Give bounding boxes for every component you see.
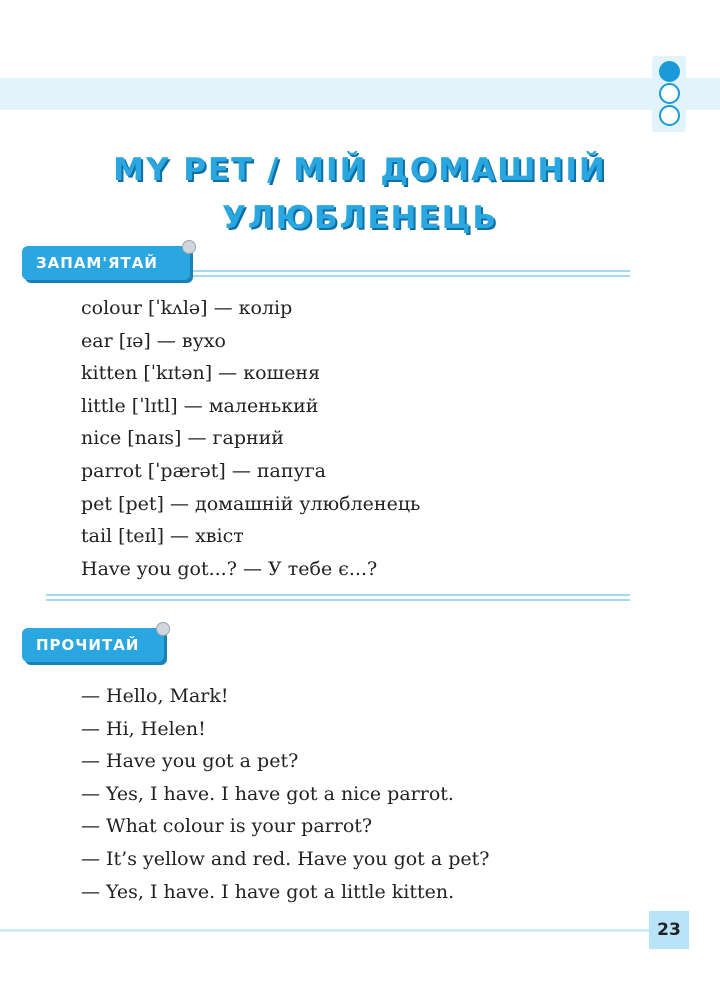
vocab-item: pet [pet] — домашній улюбленець xyxy=(81,492,421,515)
vocab-item: colour [ˈkʌlə] — колір xyxy=(81,297,293,319)
header-band xyxy=(0,78,720,110)
dialogue-line: — Yes, I have. I have got a little kitten. xyxy=(81,880,455,903)
vocabulary-list xyxy=(81,292,420,585)
difficulty-indicator xyxy=(652,56,686,132)
section-tag-read xyxy=(22,628,164,662)
level-dot-empty-icon xyxy=(659,83,680,104)
vocab-item: little [ˈlɪtl] — маленький xyxy=(81,394,319,417)
page-title-line-1: MY PET / МІЙ ДОМАШНІЙ xyxy=(113,152,607,188)
vocab-item: ear [ɪə] — вухо xyxy=(81,329,226,352)
vocab-item: kitten [ˈkɪtən] — кошеня xyxy=(81,362,321,385)
divider xyxy=(46,594,630,596)
dialogue-line: — It’s yellow and red. Have you got a pet? xyxy=(81,847,490,870)
pin-icon xyxy=(156,622,170,636)
page-number: 23 xyxy=(649,911,689,949)
divider xyxy=(150,270,630,272)
section-tag-remember xyxy=(22,246,190,280)
dialogue-line: — What colour is your parrot? xyxy=(81,815,373,838)
vocab-item: tail [teɪl] — хвіст xyxy=(81,525,244,548)
dialogue-list xyxy=(81,680,489,908)
divider xyxy=(150,275,630,277)
vocab-item: nice [naɪs] — гарний xyxy=(81,427,284,450)
divider xyxy=(46,599,630,601)
level-dot-filled-icon xyxy=(659,61,680,82)
vocab-item: Have you got...? — У тебе є...? xyxy=(81,557,378,580)
dialogue-line: — Hello, Mark! xyxy=(81,685,229,707)
vocab-item: parrot [ˈpærət] — папуга xyxy=(81,459,326,482)
section-tag-label: ЗАПАМ'ЯТАЙ xyxy=(36,254,158,272)
page-title-line-2: УЛЮБЛЕНЕЦЬ xyxy=(221,200,499,236)
dialogue-line: — Yes, I have. I have got a nice parrot. xyxy=(81,782,454,805)
level-dot-empty-icon xyxy=(659,105,680,126)
pin-icon xyxy=(182,240,196,254)
dialogue-line: — Hi, Helen! xyxy=(81,717,206,740)
section-tag-label: ПРОЧИТАЙ xyxy=(36,636,140,654)
dialogue-line: — Have you got a pet? xyxy=(81,750,299,773)
footer-rule xyxy=(0,929,649,932)
